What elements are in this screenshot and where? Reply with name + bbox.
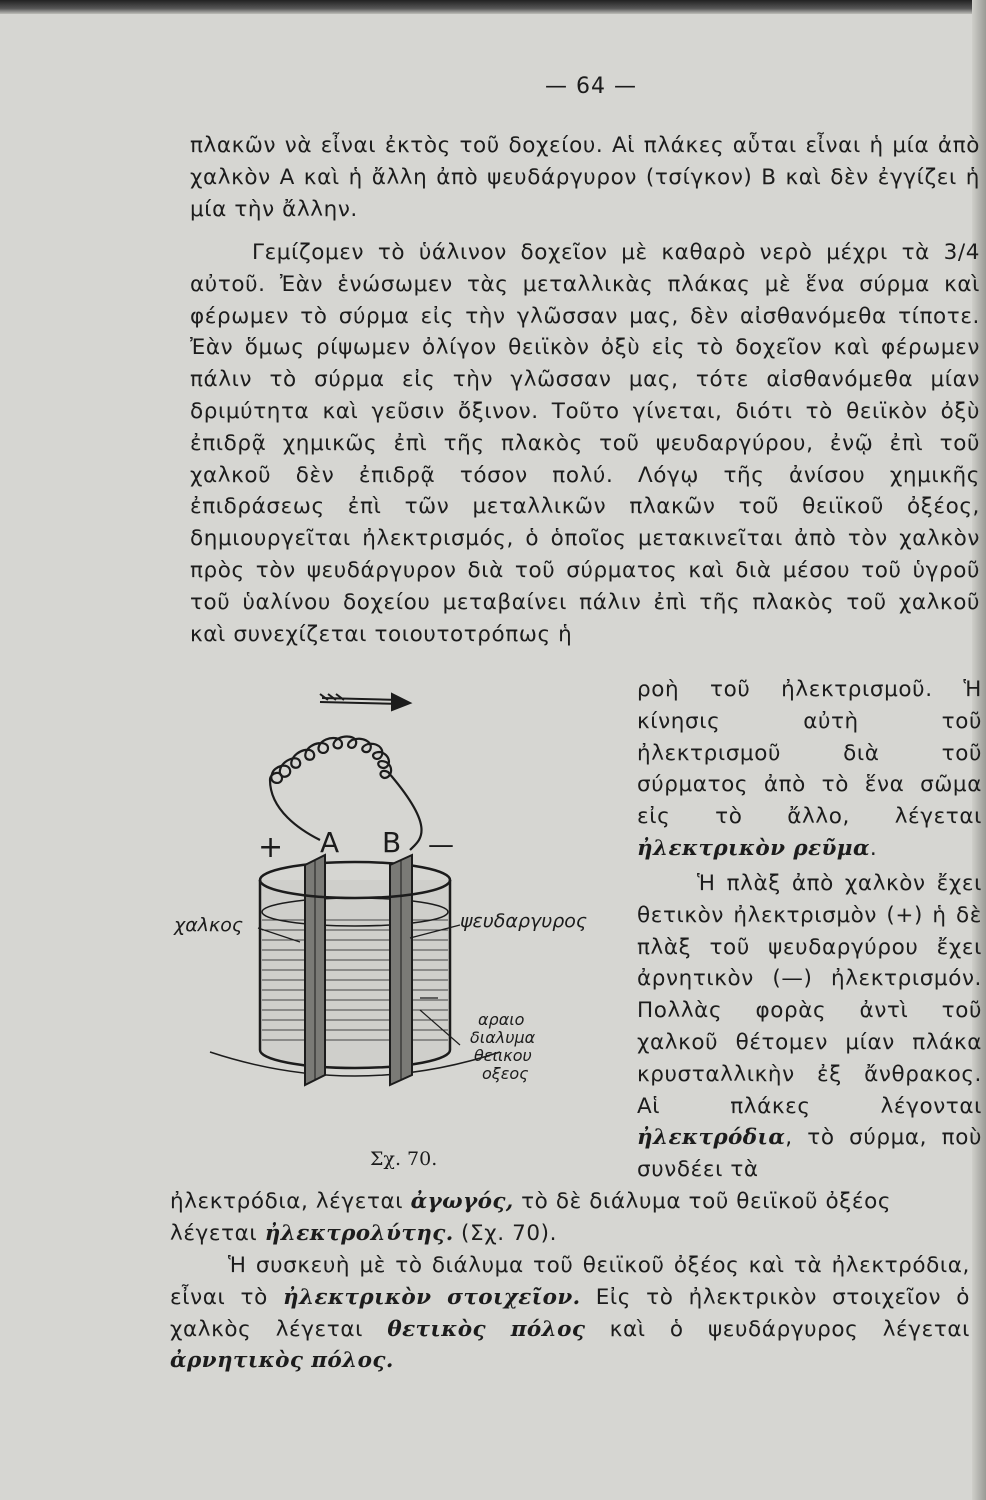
plate-b-label: Β — [382, 826, 402, 859]
current-direction-arrow — [320, 694, 410, 710]
solution-label-line-1: αραιο — [478, 1010, 525, 1029]
figure-caption: Σχ. 70. — [370, 1148, 438, 1170]
text-segment: ἠλεκτρόδια, λέγεται — [170, 1189, 404, 1214]
plate-a-label: Α — [320, 826, 340, 859]
text-segment: Εἰς τὸ ἠλεκτρικὸν στοιχεῖον ὁ χαλκὸς λέγεται — [170, 1284, 971, 1342]
copper-label: χαλκος — [174, 914, 243, 936]
page-number: — 64 — — [545, 74, 637, 99]
solution-label-line-4: οξεος — [482, 1064, 529, 1083]
electric-cell-illustration — [170, 680, 620, 1110]
text-segment: τὸ δὲ διάλυμα τοῦ θειϊκοῦ ὀξέος λέγεται — [170, 1189, 892, 1246]
figure-electric-cell — [170, 680, 620, 1110]
zinc-plate — [390, 855, 412, 1085]
plus-sign-label: + — [258, 830, 284, 865]
text-segment: τὸ σύρμα, ποὺ συνδέει τὰ — [637, 1125, 982, 1183]
minus-sign-label: — — [428, 830, 454, 860]
term-electric-cell: ἠλεκτρικὸν στοιχεῖον. — [283, 1284, 581, 1310]
term-positive-pole: θετικὸς πόλος — [387, 1316, 586, 1342]
term-conductor: ἀγωγός, — [410, 1189, 514, 1214]
text-segment: καὶ ὁ ψευδάργυρος λέγεται — [609, 1316, 971, 1342]
text-segment: ροὴ τοῦ ἠλεκτρισμοῦ. Ἡ κίνησις αὐτὴ τοῦ ἠλεκτρισμοῦ διὰ τοῦ σύρματος ἀπὸ τὸ ἕνα σῶμα εἰς τὸ ἄλλο, λέγεται — [637, 677, 982, 830]
term-electric-current: ἠλεκτρικὸν ρεῦμα — [637, 835, 870, 861]
page-top-edge — [0, 0, 986, 14]
paragraph-conductor — [170, 1186, 970, 1250]
zinc-label: ψευδαργυρος — [460, 910, 588, 932]
text-segment: (Σχ. 70). — [461, 1220, 558, 1246]
paragraph-electric-cell — [170, 1250, 970, 1377]
glass-jar — [210, 880, 500, 1076]
paragraph-current-definition: ροὴ τοῦ ἠλεκτρισμοῦ. Ἡ κίνησις αὐτὴ τοῦ ἠλεκτρισμοῦ διὰ τοῦ σύρματος ἀπὸ τὸ ἕνα σῶμα εἰς τὸ ἄλλο, λέγεται ἠλεκτρικὸν ρεῦμα. — [637, 677, 982, 861]
solution-label-line-2: διαλυμα — [470, 1028, 536, 1047]
copper-plate — [305, 855, 325, 1085]
text-segment: Ἡ πλὰξ ἀπὸ χαλκὸν ἔχει θετικὸν ἠλεκτρισμὸν (+) ἡ δὲ πλὰξ τοῦ ψευδαργύρου ἔχει ἀρνητικὸν (—) ἠλεκτρισμόν. Πολλὰς φορὰς ἀντὶ τοῦ χαλκοῦ θέτομεν μίαν πλάκα κρυσταλλικὴν ἐξ ἄνθρακος. Αἱ πλάκες λέγονται — [637, 871, 982, 1119]
term-electrodes: ἠλεκτρόδια — [637, 1125, 786, 1151]
term-negative-pole: ἀρνητικὸς πόλος. — [170, 1348, 394, 1374]
term-electrolyte: ἠλεκτρολύτης. — [264, 1220, 454, 1246]
paragraph-1: πλακῶν νὰ εἶναι ἐκτὸς τοῦ δοχείου. Αἱ πλάκες αὗται εἶναι ἡ μία ἀπὸ χαλκὸν Α καὶ ἡ ἄλλη ἀπὸ ψευδάργυρον (τσίγκον) Β καὶ δὲν ἐγγίζει ἡ μία τὴν ἄλλην. — [190, 133, 980, 222]
paragraph-electrodes: Ἡ πλὰξ ἀπὸ χαλκὸν ἔχει θετικὸν ἠλεκτρισμὸν (+) ἡ δὲ πλὰξ τοῦ ψευδαργύρου ἔχει ἀρνητικὸν (—) ἠλεκτρισμόν. Πολλὰς φορὰς ἀντὶ τοῦ χαλκοῦ θέτομεν μίαν πλάκα κρυσταλλικὴν ἐξ ἄνθρακος. Αἱ πλάκες λέγονται ἠλεκτρόδια, τὸ σύρμα, ποὺ συνδέει τὰ — [637, 871, 982, 1183]
paragraph-2: Γεμίζομεν τὸ ὑάλινον δοχεῖον μὲ καθαρὸ νερὸ μέχρι τὰ 3/4 αὐτοῦ. Ἐὰν ἑνώσωμεν τὰς μεταλλικὰς πλάκας μὲ ἕνα σύρμα καὶ φέρωμεν τὸ σύρμα εἰς τὴν γλῶσσαν μας, δὲν αἰσθανόμεθα τίποτε. Ἐὰν ὅμως ρίψωμεν ὀλίγον θειϊκὸν ὀξὺ εἰς τὸ δοχεῖον καὶ φέρωμεν πάλιν τὸ σύρμα εἰς τὴν γλῶσσαν μας, τότε αἰσθανόμεθα μίαν δριμύτητα καὶ γεῦσιν ὄξινον. Τοῦτο γίνεται, διότι τὸ θειϊκὸν ὀξὺ ἐπιδρᾷ χημικῶς ἐπὶ τῆς πλακὸς τοῦ ψευδαργύρου, ἐνῷ ἐπὶ τοῦ χαλκοῦ δὲν ἐπιδρᾷ τόσον πολύ. Λόγῳ τῆς ἀνίσου χημικῆς ἐπιδράσεως ἐπὶ τῶν μεταλλικῶν πλακῶν τοῦ θειϊκοῦ ὀξέος, δημιουργεῖται ἠλεκτρισμός, ὁ ὁποῖος μετακινεῖται ἀπὸ τὸν χαλκὸν πρὸς τὸν ψευδάργυρον διὰ τοῦ σύρματος καὶ διὰ μέσου τοῦ ὑγροῦ τοῦ ὑαλίνου δοχείου μεταβαίνει πάλιν ἐπὶ τῆς πλακὸς τοῦ χαλκοῦ καὶ συνεχίζεται τοιουτοτρόπως ἡ — [190, 240, 980, 647]
solution-label-line-3: θειικου — [474, 1046, 532, 1065]
text-segment: Ἡ συσκευὴ μὲ τὸ διάλυμα τοῦ θειϊκοῦ ὀξέος καὶ τὰ ἠλεκτρόδια, εἶναι τὸ — [170, 1253, 970, 1310]
